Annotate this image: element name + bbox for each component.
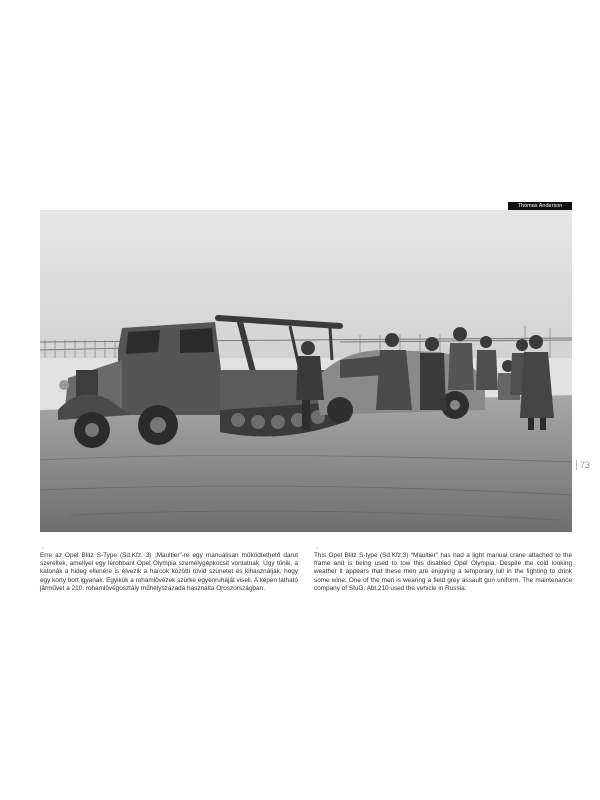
caption-english	[314, 546, 572, 593]
caption-text-english: This Opel Blitz S-type (Sd.Kfz.3) “Maultier” has had a light manual crane attached to the frame and is being used to tow this disabled Opel Olympia. Despite the cold looking weather it appears that these men are enjoying a temporary lull in the fighting to drink some wine. One of the men is wearing a field grey assault gun uniform. The maintenance company of StuG. Abt.210 used the vehicle in Russia.	[314, 552, 572, 592]
sky	[40, 210, 572, 360]
photo-credit: Thomas Anderson	[508, 202, 572, 210]
caption-marker: →	[40, 545, 45, 551]
historical-photograph	[40, 210, 572, 532]
page-number: 73	[576, 460, 590, 470]
caption-marker: →	[314, 545, 319, 551]
caption-text-hungarian: Erre az Opel Blitz S-Type (Sd.Kfz. 3) „Maultier”-re egy manuálisan működtethető darut szereltek, amellyel egy lerobbant Opel Olympia személygépkocsit vontatnak. Úgy tűnik, a katonák a hideg ellenére is élvezik a harcok közötti rövid szünetet és kihasználják, hogy egy korty bort igyanak. Egyikük a rohamlövézek szürke egyenruháját viseli. A képen látható járművet a 210. rohamlövégosztály műhelyszázada használta Oroszországban.	[40, 552, 298, 592]
caption-hungarian	[40, 546, 298, 593]
